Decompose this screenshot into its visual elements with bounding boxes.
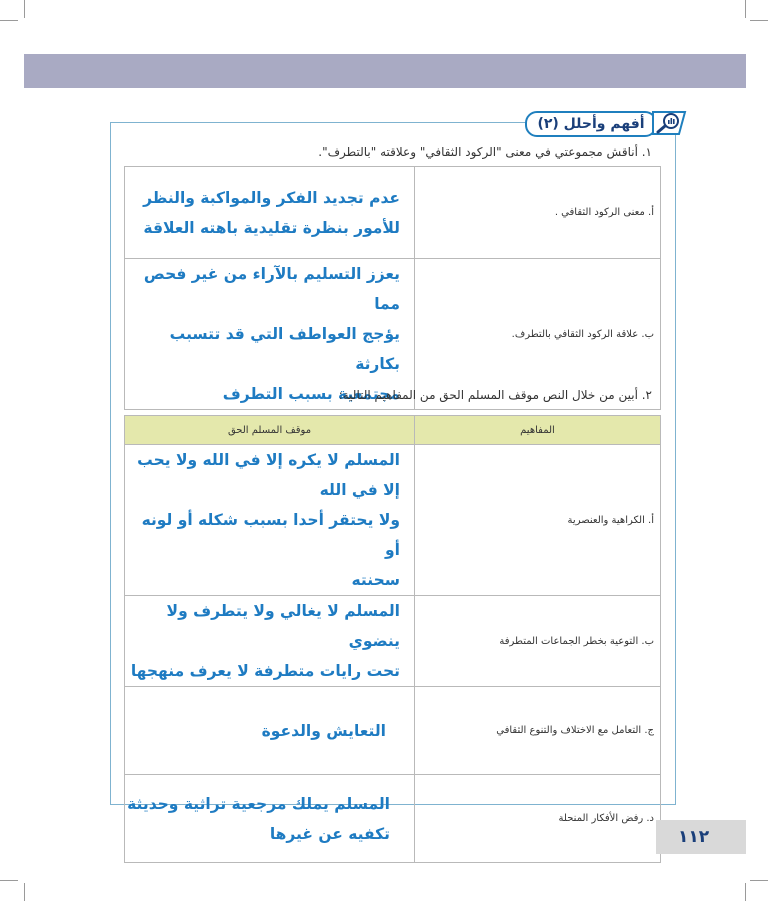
crop-mark [750,20,768,21]
crop-mark [24,883,25,901]
label-cell: ج. التعامل مع الاختلاف والتنوع الثقافي [415,687,661,775]
q2-prompt: ٢. أبين من خلال النص موقف المسلم الحق من المفاهيم التالية: [338,388,652,402]
header-band [24,54,746,88]
q1-prompt: ١. أناقش مجموعتي في معنى "الركود الثقافي" وعلاقته "بالتطرف". [318,145,652,159]
answer-cell: التعايش والدعوة [125,687,415,775]
label-cell: د. رفض الأفكار المنحلة [415,775,661,863]
q1-table [124,166,661,410]
table-row [125,775,661,863]
answer-cell: المسلم يملك مرجعية تراثية وحديثة تكفيه عن غيرها [125,775,415,863]
answer-cell: المسلم لا يكره إلا في الله ولا يحب إلا في الله ولا يحتقر أحدا بسبب شكله أو لونه أو سحنته [125,445,415,596]
section-title: أفهم وأحلل (٢) [525,111,657,137]
crop-mark [745,0,746,18]
answer-cell: المسلم لا يغالي ولا يتطرف ولا ينضوي تحت رايات متطرفة لا يعرف منهجها [125,596,415,687]
label-cell: أ. معنى الركود الثقافي . [415,167,661,259]
table-row [125,596,661,687]
header-concepts: المفاهيم [415,416,661,445]
table-row [125,687,661,775]
q2-table [124,415,661,863]
crop-mark [0,20,18,21]
header-position: موقف المسلم الحق [125,416,415,445]
answer-cell: يعزز التسليم بالآراء من غير فحص مما يؤجج العواطف التي قد تتسبب بكارثة مجتمعية بسبب التطرف [125,259,415,410]
section-tab [525,108,693,138]
magnifier-chart-icon [649,108,689,138]
label-cell: ب. علاقة الركود الثقافي بالتطرف. [415,259,661,410]
label-cell: أ. الكراهية والعنصرية [415,445,661,596]
crop-mark [24,0,25,18]
table-header-row [125,416,661,445]
label-cell: ب. التوعية بخطر الجماعات المتطرفة [415,596,661,687]
crop-mark [745,883,746,901]
table-row [125,167,661,259]
crop-mark [0,880,18,881]
crop-mark [750,880,768,881]
answer-cell: عدم تجديد الفكر والمواكبة والنظر للأمور بنظرة تقليدية باهته العلاقة [125,167,415,259]
table-row [125,259,661,410]
page-number: ١١٢ [656,820,746,854]
table-row [125,445,661,596]
